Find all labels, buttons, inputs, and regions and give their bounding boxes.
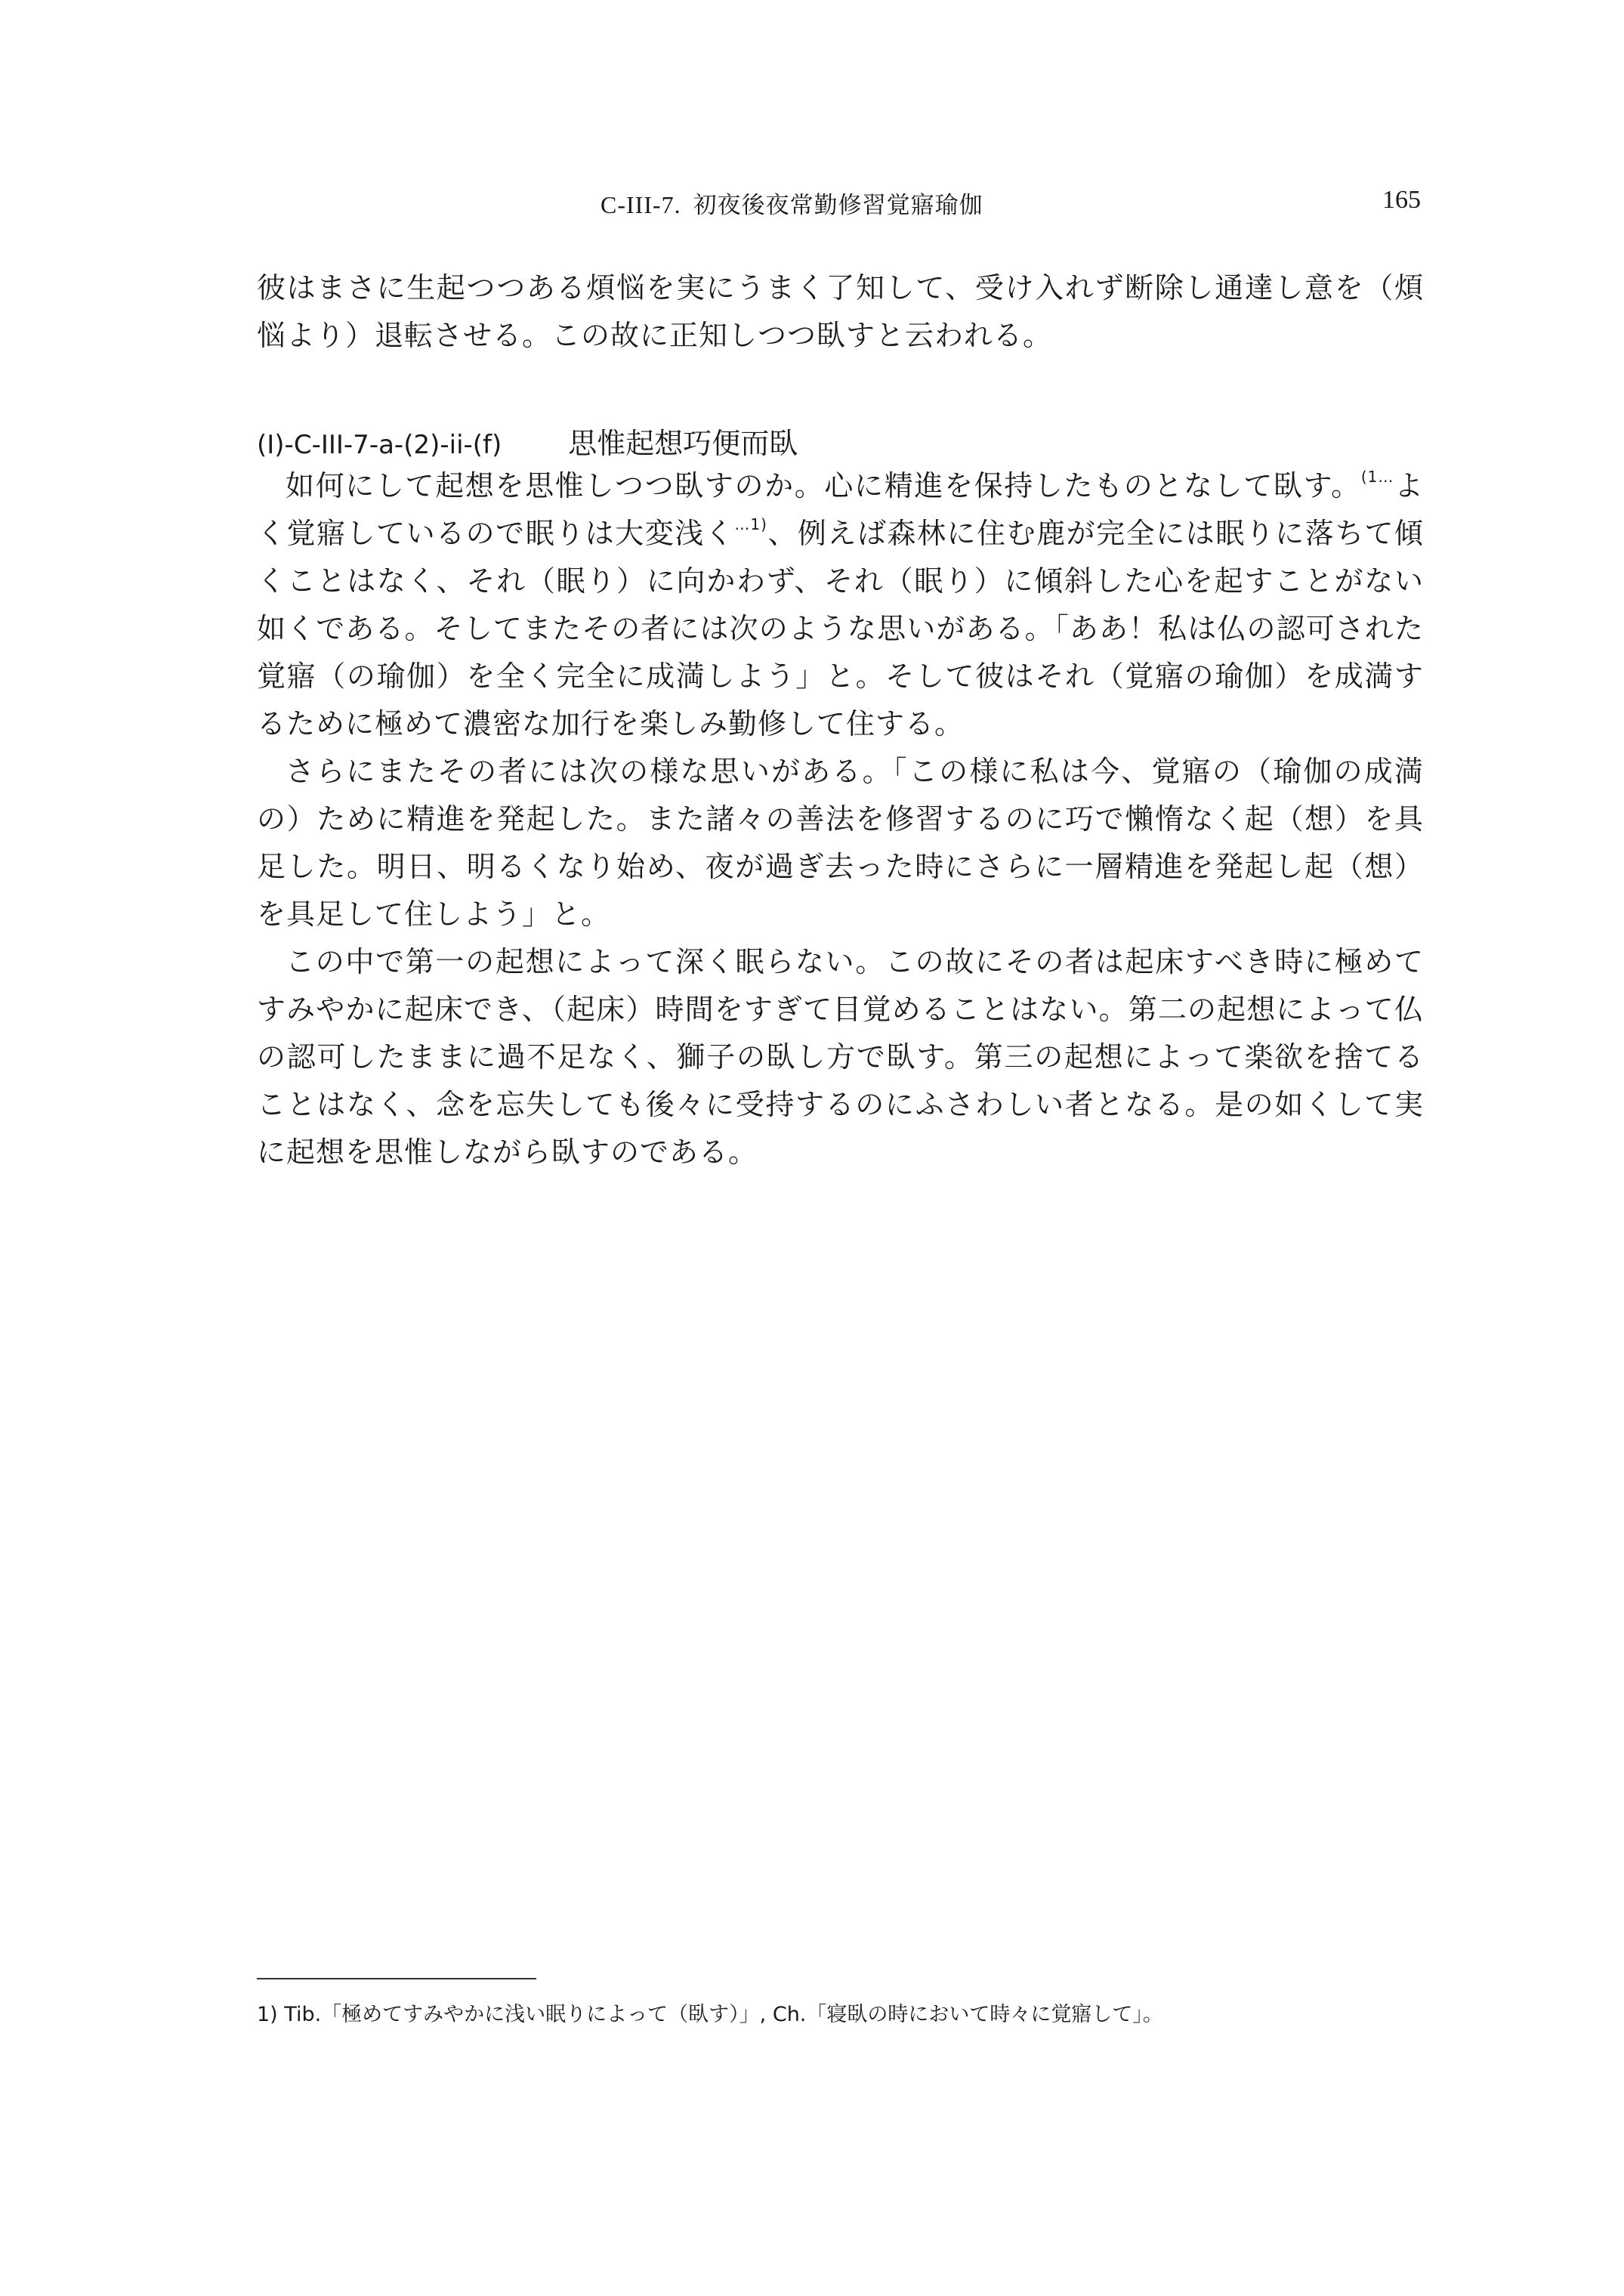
running-head (601, 186, 983, 220)
footnote: 1) Tib.「極めてすみやかに浅い眠りによって（臥す）」, Ch.「寝臥の時において時々に覚寤して」。 (257, 2003, 1163, 2026)
paragraph-3: この中で第一の起想によって深く眠らない。この故にその者は起床すべき時に極めてすみやかに起床でき、（起床）時間をすぎて目覚めることはない。第二の起想によって仏の認可したままに過不足なく、獅子の臥し方で臥す。第三の起想によって楽欲を捨てることはなく、念を忘失しても後々に受持するのにふさわしい者となる。是の如くして実に起想を思惟しながら臥すのである。 (257, 945, 1424, 1169)
paragraph-2: さらにまたその者には次の様な思いがある。「この様に私は今、覚寤の（瑜伽の成満の）ために精進を発起した。また諸々の善法を修習するのに巧で懶惰なく起（想）を具足した。明日、明るくなり始め、夜が過ぎ去った時にさらに一層精進を発起し起（想）を具足して住しよう」と。 (257, 755, 1424, 931)
paragraph-1-text-b: 、例えば森林に住む鹿が完全には眠りに落ちて傾くことはなく、それ（眠り）に向かわず、それ（眠り）に傾斜した心を起すことがない如くである。そしてまたその者には次のような思いがある。「ああ！私は仏の認可された覚寤（の瑜伽）を全く完全に成満しよう」と。そして彼はそれ（覚寤の瑜伽）を成満するために極めて濃密な加行を楽しみ勤修して住する。 (257, 517, 1424, 740)
running-head-title: 初夜後夜常勤修習覚寤瑜伽 (693, 192, 983, 219)
paragraph-1-text-a: 如何にして起想を思惟しつつ臥すのか。心に精進を保持したものとなして臥す。 (286, 469, 1361, 502)
intro-paragraph: 彼はまさに生起つつある煩悩を実にうまく了知して、受け入れず断除し通達し意を（煩悩より）退転させる。この故に正知しつつ臥すと云われる。 (257, 271, 1424, 352)
page-number: 165 (1382, 186, 1421, 214)
section-title: 思惟起想巧便而臥 (568, 427, 798, 460)
footnote-divider (257, 1978, 536, 1979)
intro-paragraph-block (257, 264, 1424, 360)
section-heading (257, 420, 798, 462)
main-text (257, 462, 1424, 1176)
paragraph-1-note-text: よく覚寤しているので眠りは大変浅く (257, 469, 1424, 550)
note-close-marker: …1) (734, 515, 767, 533)
page-header (0, 180, 1624, 225)
section-code: (I)-C-III-7-a-(2)-ii-(f) (257, 430, 502, 460)
note-open-marker: (1… (1360, 468, 1394, 486)
running-head-code: C-III-7. (601, 191, 681, 218)
paragraph-1 (257, 462, 1424, 748)
